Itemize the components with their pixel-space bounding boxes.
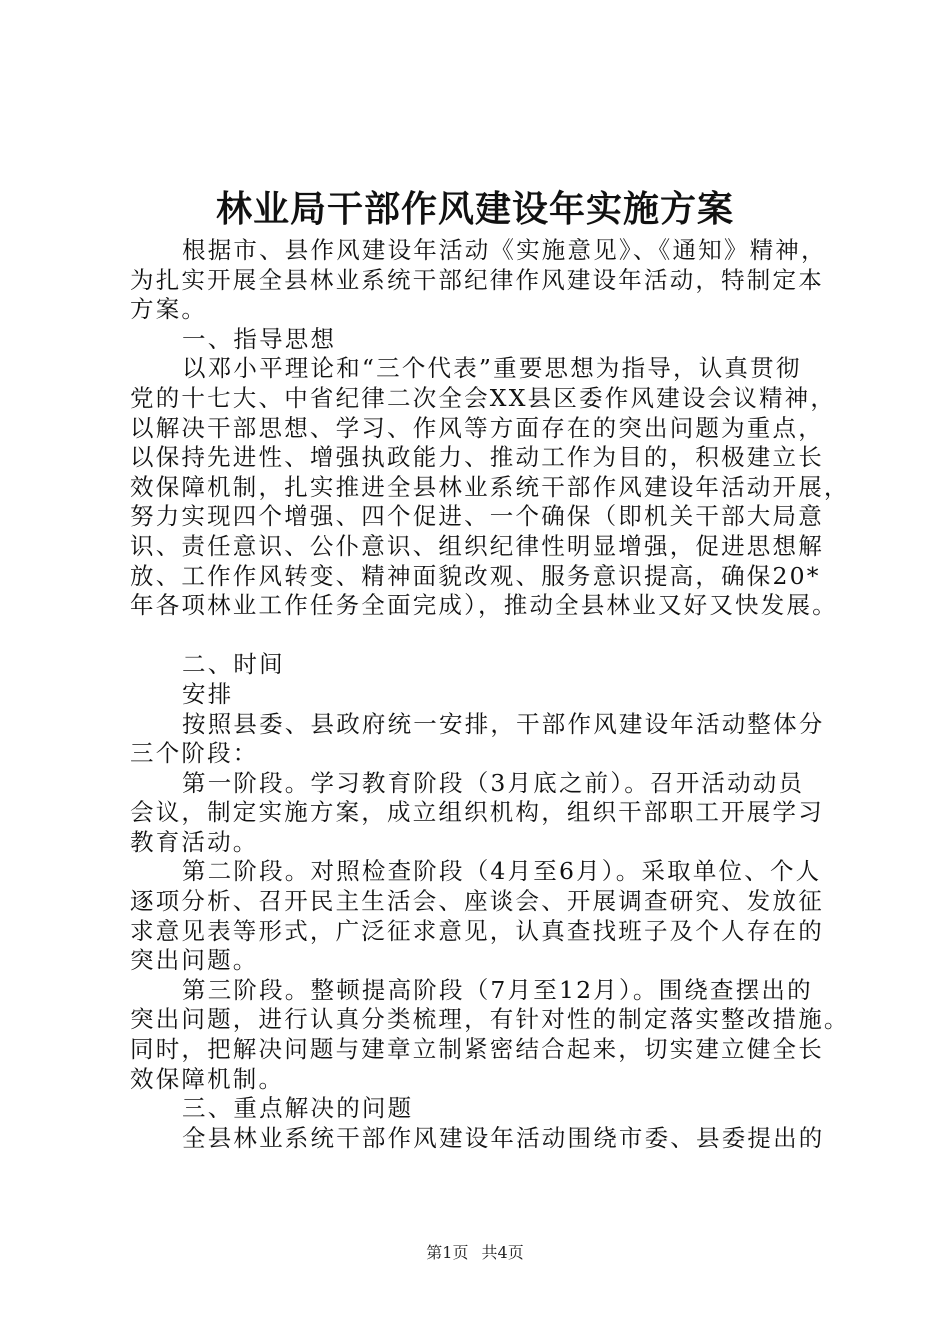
text-line: 三个阶段： xyxy=(130,739,259,768)
text-line: 根据市、县作风建设年活动《实施意见》、《通知》精神， xyxy=(182,236,827,264)
text-line: 教育活动。 xyxy=(130,827,259,856)
text-line: 以邓小平理论和“三个代表”重要思想为指导，认真贯彻 xyxy=(182,354,802,383)
blank-line xyxy=(130,621,850,651)
text-line: 安排 xyxy=(182,679,234,708)
page-total: 共4页 xyxy=(481,1243,524,1262)
text-line: 努力实现四个增强、四个促进、一个确保（即机关干部大局意 xyxy=(130,502,824,531)
text-line: 二、时间 xyxy=(182,650,285,679)
text-line: 效保障机制。 xyxy=(130,1064,285,1093)
text-line: 第一阶段。学习教育阶段（3月底之前）。召开活动动员 xyxy=(182,768,805,797)
text-line: 以解决干部思想、学习、作风等方面存在的突出问题为重点， xyxy=(130,413,824,442)
page-footer xyxy=(0,1241,950,1265)
text-line: 党的十七大、中省纪律二次全会XX县区委作风建设会议精神， xyxy=(130,383,837,412)
text-line: 放、工作作风转变、精神面貌改观、服务意识提高，确保20* xyxy=(130,561,821,590)
text-line: 突出问题，进行认真分类梳理，有针对性的制定落实整改措施。 xyxy=(130,1005,850,1034)
text-line: 为扎实开展全县林业系统干部纪律作风建设年活动，特制定本 xyxy=(130,265,824,294)
text-line: 一、指导思想 xyxy=(182,324,337,353)
text-line: 第二阶段。对照检查阶段（4月至6月）。采取单位、个人 xyxy=(182,857,822,886)
text-line: 年各项林业工作任务全面完成），推动全县林业又好又快发展。 xyxy=(130,591,838,620)
text-line: 识、责任意识、公仆意识、组织纪律性明显增强，促进思想解 xyxy=(130,531,824,560)
document-body xyxy=(130,236,850,1153)
page-number: 第1页 xyxy=(426,1243,469,1262)
text-line: 效保障机制，扎实推进全县林业系统干部作风建设年活动开展， xyxy=(130,472,850,501)
text-line: 求意见表等形式，广泛征求意见，认真查找班子及个人存在的 xyxy=(130,916,824,945)
text-line: 全县林业系统干部作风建设年活动围绕市委、县委提出的 xyxy=(182,1123,825,1152)
text-line: 逐项分析、召开民主生活会、座谈会、开展调查研究、发放征 xyxy=(130,887,824,916)
text-line: 以保持先进性、增强执政能力、推动工作为目的，积极建立长 xyxy=(130,443,824,472)
text-line: 按照县委、县政府统一安排，干部作风建设年活动整体分 xyxy=(182,709,825,738)
text-line: 方案。 xyxy=(130,295,208,324)
text-line: 会议，制定实施方案，成立组织机构，组织干部职工开展学习 xyxy=(130,798,824,827)
text-line: 第三阶段。整顿提高阶段（7月至12月）。围绕查摆出的 xyxy=(182,975,813,1004)
text-line: 三、重点解决的问题 xyxy=(182,1094,414,1123)
document-title: 林业局干部作风建设年实施方案 xyxy=(215,188,734,230)
text-line: 突出问题。 xyxy=(130,946,259,975)
text-line: 同时，把解决问题与建章立制紧密结合起来，切实建立健全长 xyxy=(130,1035,824,1064)
